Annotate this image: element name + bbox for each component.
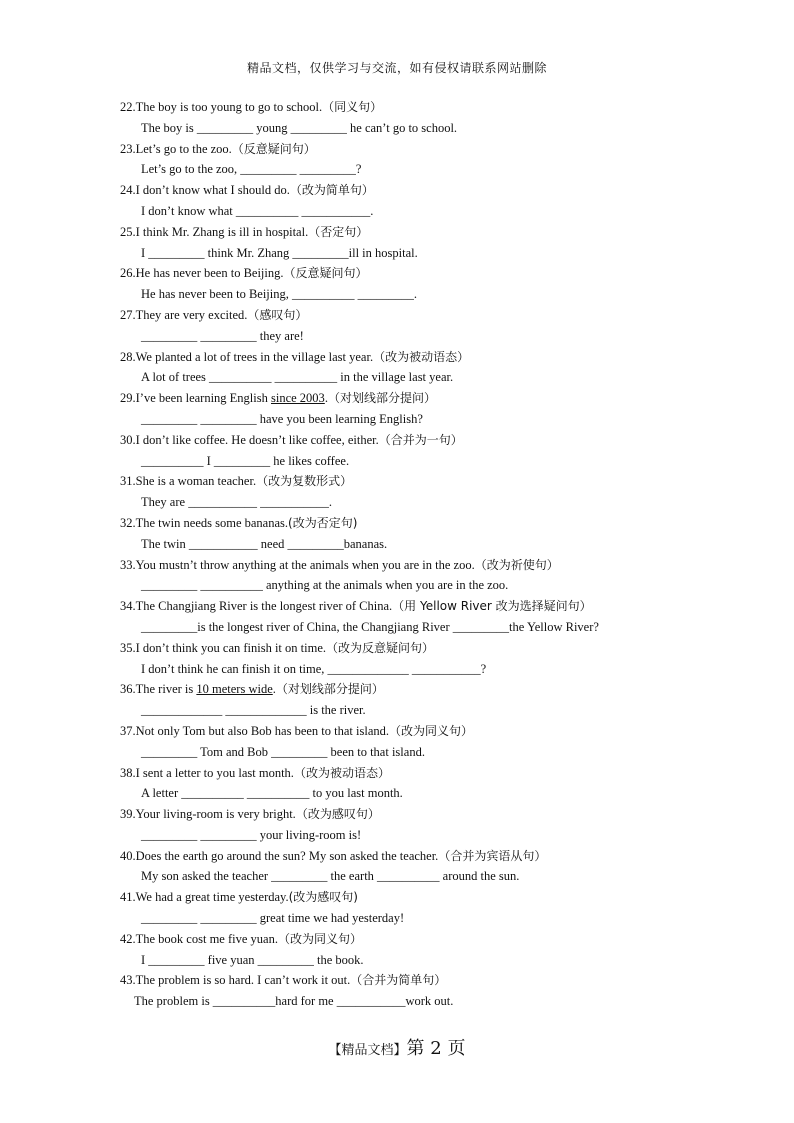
question-line [0,887,794,908]
answer-line: The boy is _________ young _________ he can’t go to school. [141,120,458,135]
question-text: 31.She is a woman teacher. [120,474,257,489]
instruction-text: （改为反意疑问句） [326,640,435,655]
answer-line: I _________ five yuan _________ the book. [141,952,364,967]
question-text: 43.The problem is so hard. I can’t work it out. [120,973,351,988]
question-line [0,139,794,160]
question-text: 32.The twin needs some bananas. [120,515,289,530]
question-line [0,763,794,784]
answer-line: The twin ___________ need _________bananas. [141,536,388,551]
question-text: 33.You mustn’t throw anything at the animals when you are in the zoo. [120,557,475,572]
question-text: 35.I don’t think you can finish it on time. [120,640,326,655]
underlined-part: since 2003 [271,391,325,406]
answer-line: _________ _________ have you been learning English? [141,411,423,426]
instruction-text: （改为被动语态） [373,349,470,364]
instruction-text: （同义句） [322,100,383,114]
answer-line: I _________ think Mr. Zhang _________ill in hospital. [141,245,418,260]
instruction-text: （对划线部分提问） [275,682,384,697]
question-line [0,596,794,617]
instruction-text: （改为被动语态） [293,765,390,780]
page-footer [0,1034,794,1060]
instruction-text: （合并为一句） [378,432,463,447]
answer-line: _________ _________ they are! [141,328,304,343]
question-line [0,97,794,118]
question-text: 34.The Changjiang River is the longest river of China. [120,599,393,614]
footer-label: 【精品文档】 [328,1043,407,1058]
question-line [0,513,794,534]
question-line [0,846,794,867]
question-text: 36.The river is [120,682,197,697]
instruction-text: （否定句） [308,224,369,239]
answer-line: A lot of trees __________ __________ in the village last year. [141,370,454,385]
answer-line: My son asked the teacher _________ the earth __________ around the sun. [141,869,520,884]
question-text: 27.They are very excited. [120,307,248,322]
page-header: 精品文档，仅供学习与交流，如有侵权请联系网站删除 [246,61,547,75]
question-text: 25.I think Mr. Zhang is ill in hospital. [120,224,309,239]
question-line [0,263,794,284]
instruction-text: （改为同义句） [277,931,362,946]
question-text: 30.I don’t like coffee. He doesn’t like coffee, either. [120,432,379,447]
question-text: 22.The boy is too young to go to school. [120,100,323,114]
question-text: 38.I sent a letter to you last month. [120,765,294,780]
instruction-text: （合并为简单句） [350,973,447,988]
question-text: 37.Not only Tom but also Bob has been to that island. [120,723,390,738]
answer-line: _________ _________ your living-room is! [141,827,362,842]
question-line [0,347,794,368]
instruction-text: （反意疑问句） [283,266,368,281]
instruction-text: （改为感叹句） [295,807,380,822]
question-line [0,180,794,201]
exercise-list [0,97,794,1012]
question-text: 42.The book cost me five yuan. [120,931,278,946]
question-text: 40.Does the earth go around the sun? My son asked the teacher. [120,848,439,863]
answer-line: _________ __________ anything at the animals when you are in the zoo. [141,578,509,593]
question-line [0,929,794,950]
question-line [0,970,794,991]
instruction-text: （感叹句） [247,307,308,322]
question-line [0,305,794,326]
question-text: 26.He has never been to Beijing. [120,266,284,281]
question-line [0,471,794,492]
answer-line: A letter __________ __________ to you last month. [141,786,403,801]
instruction-text: （对划线部分提问） [327,391,436,406]
instruction-text: （改为同义句） [389,723,474,738]
instruction-text: （改为复数形式） [256,474,353,489]
question-tail: . [324,391,328,406]
answer-line: _________ _________ great time we had yesterday! [141,911,405,926]
instruction-text: （改为简单句） [289,183,374,198]
answer-line: _________ Tom and Bob _________ been to that island. [141,744,425,759]
answer-line: Let’s go to the zoo, _________ _________? [141,162,362,177]
answer-line: _________is the longest river of China, the Changjiang River _________the Yellow River? [141,619,599,634]
instruction-text: （用 Yellow River 改为选择疑问句） [392,599,592,614]
question-line [0,388,794,409]
answer-line: The problem is __________hard for me ___________work out. [134,994,454,1009]
question-text: 39.Your living-room is very bright. [120,807,296,822]
instruction-text: （反意疑问句） [231,141,316,156]
question-line [0,430,794,451]
question-line [0,555,794,576]
question-text: 41.We had a great time yesterday. [120,890,289,905]
question-line [0,721,794,742]
question-text: 29.I’ve been learning English [120,391,271,406]
question-tail: . [272,682,276,697]
instruction-text: (改为感叹句) [288,890,358,905]
answer-line: They are ___________ ___________. [141,495,332,510]
question-line [0,679,794,700]
answer-line: _____________ _____________ is the river. [141,703,366,718]
question-line [0,804,794,825]
answer-line: I don’t think he can finish it on time, _____________ ___________? [141,661,487,676]
question-line [0,638,794,659]
underlined-part: 10 meters wide [196,682,273,697]
question-line [0,222,794,243]
answer-line: __________ I _________ he likes coffee. [141,453,350,468]
question-text: 24.I don’t know what I should do. [120,183,290,198]
answer-line: I don’t know what __________ ___________. [141,203,374,218]
page-number: 第 2 页 [406,1038,466,1059]
instruction-text: （合并为宾语从句） [438,848,547,863]
question-text: 23.Let’s go to the zoo. [120,141,232,156]
instruction-text: (改为否定句) [288,515,358,530]
question-text: 28.We planted a lot of trees in the village last year. [120,349,374,364]
answer-line: He has never been to Beijing, __________ _________. [141,287,417,302]
instruction-text: （改为祈使句） [474,557,559,572]
